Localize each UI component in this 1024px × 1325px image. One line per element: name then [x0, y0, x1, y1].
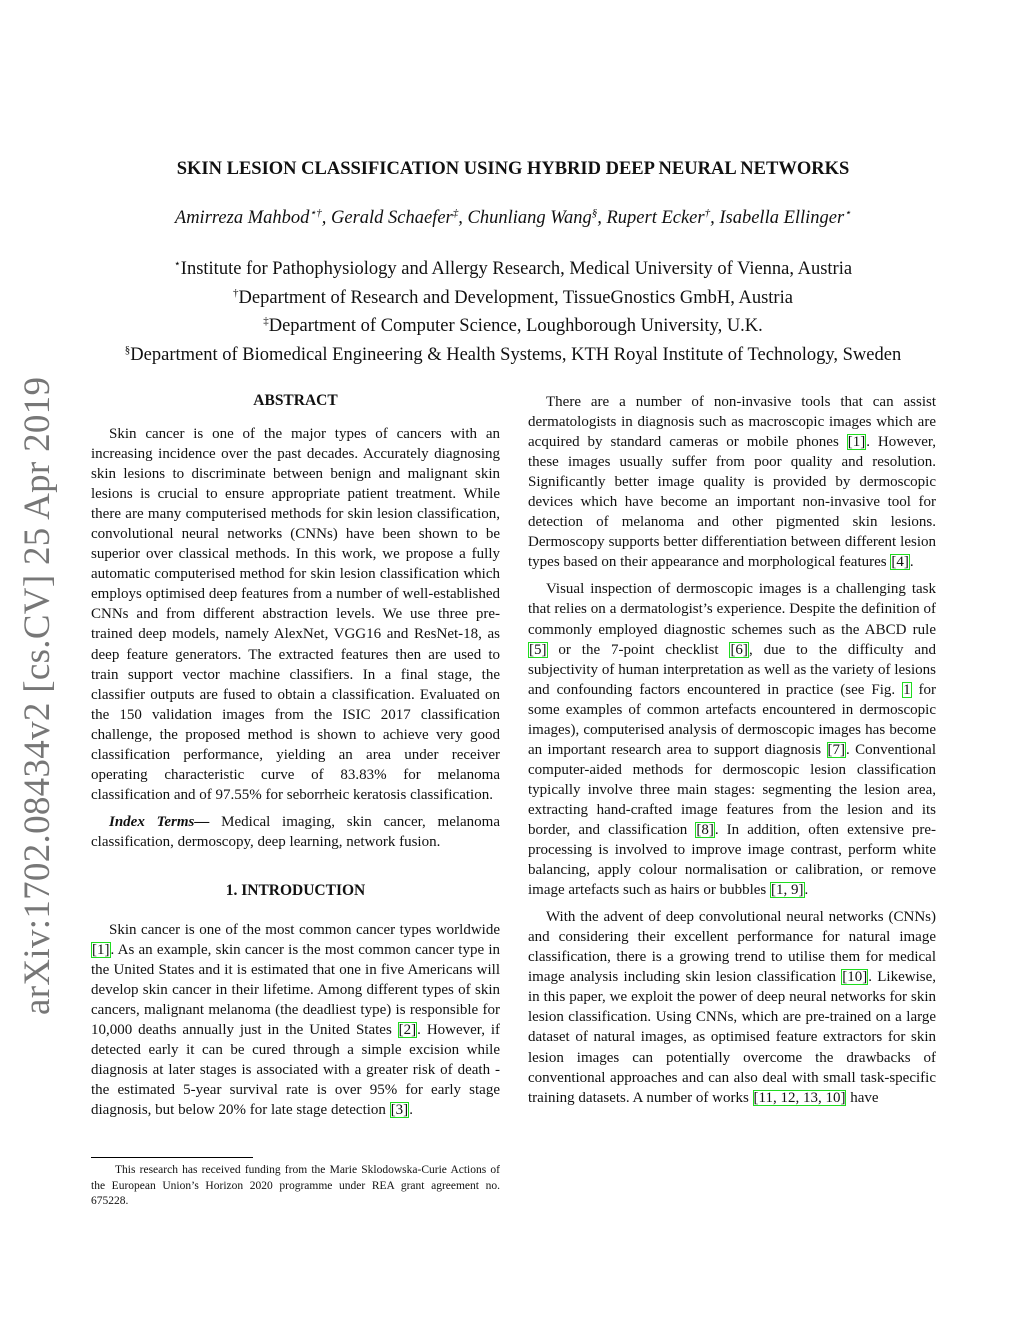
left-column: [91, 392, 500, 1120]
author-affil-mark: ⋆: [844, 207, 852, 219]
author-list: [90, 206, 936, 229]
citation-link[interactable]: [1]: [847, 434, 866, 451]
introduction-heading: 1. INTRODUCTION: [225, 881, 366, 899]
text-run: . However, these images usually suffer from poor quality and resolution. Significantly better image quality is provided by dermoscopic devices which have become an important non-invasive tool for detection of melanoma and other pigmented skin lesions. Dermoscopy supports better differentiation between different lesion types based on their appearance and morphological features: [528, 434, 937, 571]
affiliation-text: Department of Research and Development, TissueGnostics GmbH, Austria: [238, 287, 793, 308]
author-separator: ,: [597, 208, 607, 229]
citation-link[interactable]: [1, 9]: [771, 882, 804, 899]
citation-link[interactable]: [5]: [529, 641, 547, 658]
affiliation-mark: †: [233, 286, 239, 299]
citation-link[interactable]: [2]: [398, 1022, 417, 1039]
citation-link[interactable]: [6]: [730, 641, 748, 658]
text-run: or the 7-point checklist: [547, 641, 730, 658]
author-affil-mark: ‡: [452, 207, 459, 219]
citation-link[interactable]: [1]: [92, 942, 110, 959]
index-terms-text: Medical imaging, skin cancer, melanoma classification, dermoscopy, deep learning, network fusion.: [91, 813, 501, 850]
text-run: With the advent of deep convolutional neural networks (CNNs) and considering their excellent performance for natural image classification, there is a growing trend to utilise them for medical image analysis including skin lesion classification: [528, 909, 936, 986]
author-affil-mark: †: [704, 207, 711, 219]
intro-paragraph-4: [528, 907, 936, 1107]
text-run: There are a number of non-invasive tools that can assist dermatologists in diagnosis such as macroscopic images which are acquired by standard cameras or mobile phones: [528, 394, 936, 451]
citation-link[interactable]: [3]: [390, 1102, 409, 1119]
affiliation-line: [60, 253, 966, 282]
intro-paragraph-1: [91, 920, 500, 1120]
author-name: Chunliang Wang: [467, 208, 592, 229]
affiliation-mark: ‡: [263, 315, 269, 328]
affiliation-text: Department of Biomedical Engineering & Health Systems, KTH Royal Institute of Technology, Sweden: [130, 345, 902, 366]
author-name: Amirreza Mahbod: [174, 208, 310, 229]
text-run: , due to the difficulty and subjectivity of human interpretation as well as the variety of lesions and confounding factors encountered in practice (see Fig.: [528, 641, 937, 698]
affiliation-line: [60, 282, 966, 311]
author-separator: ,: [321, 208, 331, 229]
text-run: .: [909, 554, 914, 571]
text-run: . As an example, skin cancer is the most common cancer type in the United States and it is estimated that one in five Americans will develop skin cancer in their lifetime. Among different types of skin cancers, malignant melanoma (the deadliest type) is responsible for 10,000 deaths annually just in the United States: [91, 942, 500, 1039]
citation-link[interactable]: [11, 12, 13, 10]: [753, 1089, 846, 1106]
footnote-text: This research has received funding from the Marie Sklodowska-Curie Actions of the European Union’s Horizon 2020 programme under REA grant agreement no. 675228.: [91, 1164, 500, 1207]
footnote: [91, 1163, 500, 1210]
citation-link[interactable]: [10]: [842, 969, 868, 986]
text-run: . Likewise, in this paper, we exploit the power of deep neural networks for skin lesion classification. Using CNNs, which are pre-trained on a large dataset of natural images, as optimised feature extractors for skin lesion images can potentially overcome the drawbacks of conventional approaches and can also deal with small task-specific training datasets. A number of works: [528, 969, 937, 1106]
text-run: . However, if detected early it can be cured through a simple excision while diagnosis at later stages is associated with a greater risk of death - the estimated 5-year survival rate is over 95% for early stage diagnosis, but below 20% for late stage detection: [91, 1022, 500, 1119]
affiliation-text: Department of Computer Science, Loughborough University, U.K.: [268, 316, 763, 337]
text-run: Skin cancer is one of the most common cancer types worldwide: [109, 921, 500, 938]
arxiv-identifier: arXiv:1702.08434v2 [cs.CV] 25 Apr 2019: [17, 376, 58, 1015]
affiliation-text: Institute for Pathophysiology and Allergy Research, Medical University of Vienna, Austria: [180, 259, 853, 280]
abstract-text: Skin cancer is one of the major types of cancers with an increasing incidence over the past decades. Accurately diagnosing skin lesions to discriminate between benign and malignant skin lesions is crucial to ensure appropriate patient treatment. While there are many computerised methods for skin lesion classification, convolutional neural networks (CNNs) have been shown to be superior over classical methods. In this work, we propose a fully automatic computerised method for skin lesion classification which employs optimised deep features from a number of well-established CNNs and from different abstraction levels. We use three pre-trained deep models, namely AlexNet, VGG16 and ResNet-18, as deep feature generators. The extracted features then are used to train support vector machine classifiers. In a final stage, the classifier outputs are fused to obtain a classification. Evaluated on the 150 validation images from the ISIC 2017 classification challenge, the proposed method is shown to achieve very good classification performance, yielding an area under receiver operating characteristic curve of 83.83% for melanoma classification and of 97.55% for seborrheic keratosis classification.: [91, 426, 500, 803]
text-run: have: [846, 1089, 879, 1106]
affiliation-list: [60, 253, 966, 368]
text-run: for some examples of common artefacts encountered in dermoscopic images), computerised analysis of dermoscopic images has become an important research area to support diagnosis: [528, 681, 936, 758]
author-separator: ,: [458, 208, 468, 229]
index-terms: [91, 812, 500, 852]
affiliation-line: [60, 339, 966, 368]
footnote-rule: [91, 1157, 253, 1158]
citation-link[interactable]: 1: [903, 681, 911, 698]
paper-title: SKIN LESION CLASSIFICATION USING HYBRID DEEP NEURAL NETWORKS: [176, 159, 850, 179]
right-column: [528, 392, 936, 1108]
affiliation-mark: ⋆: [173, 258, 181, 270]
citation-link[interactable]: [7]: [827, 741, 846, 758]
author-name: Isabella Ellinger: [719, 208, 845, 229]
affiliation-line: [60, 310, 966, 339]
text-run: Visual inspection of dermoscopic images is a challenging task that relies on a dermatologist’s experience. Despite the definition of commonly employed diagnostic schemes such as the ABCD rule: [528, 581, 936, 638]
citation-link[interactable]: [8]: [696, 821, 714, 838]
author-name: Gerald Schaefer: [331, 208, 453, 229]
author-affil-mark: ⋆†: [309, 207, 322, 219]
text-run: .: [804, 882, 809, 899]
text-run: . In addition, often extensive pre-processing is involved to improve image contrast, perform white balancing, apply colour normalisation or calibration, or remove image artefacts such as hairs or bubbles: [528, 821, 936, 899]
text-run: . Conventional computer-aided methods for dermoscopic lesion classification typically involve three main stages: segmenting the lesion area, extracting hand-crafted image features from the lesion and its border, and classification: [528, 741, 937, 838]
intro-paragraph-2: [528, 392, 936, 572]
intro-paragraph-3: [528, 579, 936, 900]
text-run: .: [409, 1102, 413, 1119]
abstract-heading: ABSTRACT: [253, 392, 338, 409]
index-terms-label: Index Terms—: [109, 813, 210, 830]
author-name: Rupert Ecker: [606, 208, 705, 229]
affiliation-mark: §: [124, 343, 131, 356]
author-separator: ,: [710, 208, 720, 229]
citation-link[interactable]: [4]: [891, 554, 909, 571]
author-affil-mark: §: [591, 207, 598, 219]
